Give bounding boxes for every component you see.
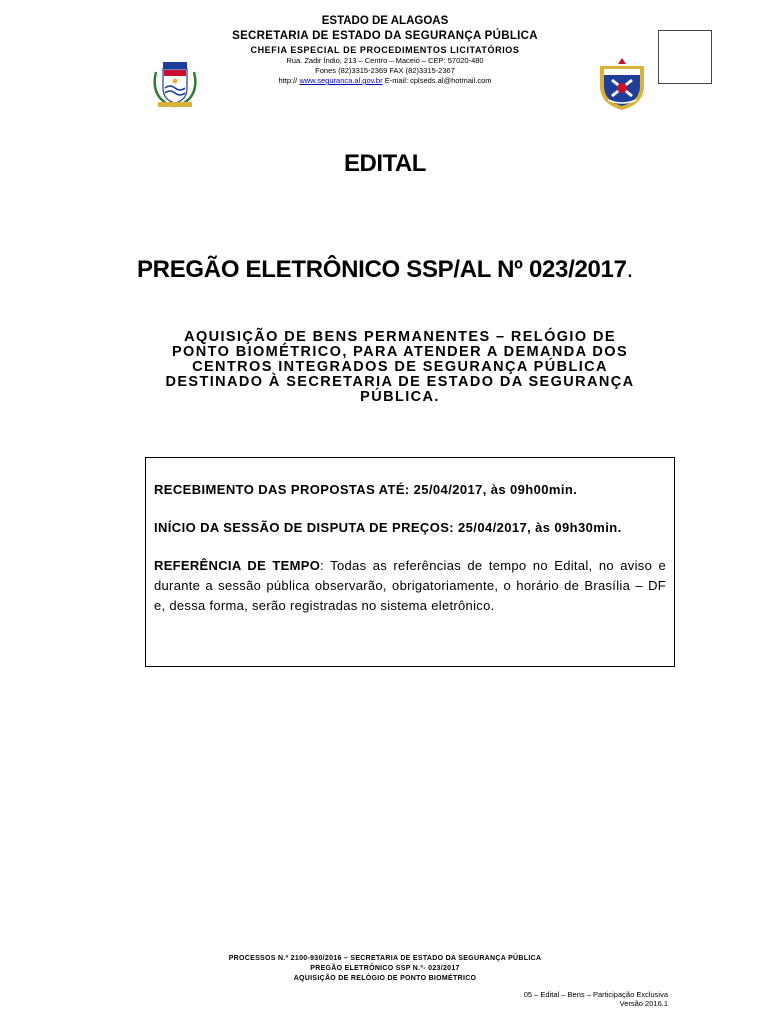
- pregao-title-text: PREGÃO ELETRÔNICO SSP/AL Nº 023/2017: [136, 256, 627, 283]
- web-prefix: http://: [278, 76, 298, 85]
- footer-process: PROCESSOS N.º 2100-930/2016 – SECRETARIA DE ESTADO DA SEGURANÇA PÚBLICA: [228, 955, 542, 962]
- version-number: Versão 2016.1: [619, 999, 668, 1008]
- pregao-title-suffix: .: [626, 256, 634, 283]
- time-reference: [154, 556, 666, 616]
- object-line: PONTO BIOMÉTRICO, PARA ATENDER A DEMANDA DOS: [171, 344, 629, 360]
- version-line: 05 – Edital – Bens – Participação Exclusiva: [523, 990, 668, 999]
- proposal-deadline: RECEBIMENTO DAS PROPOSTAS ATÉ: 25/04/2017, às 09h00min.: [154, 482, 578, 497]
- police-coat-of-arms-icon: [596, 56, 648, 112]
- header-phones: Fones (82)3315-2369 FAX (82)3315-2367: [315, 66, 455, 75]
- footer-pregao: PREGÃO ELETRÔNICO SSP N.º- 023/2017: [310, 965, 460, 972]
- object-line: DESTINADO À SECRETARIA DE ESTADO DA SEGURANÇA: [165, 374, 635, 390]
- object-description: [130, 330, 670, 405]
- website-link[interactable]: www.seguranca.al.gov.br: [299, 76, 383, 85]
- footer-subject: AQUISIÇÃO DE RELÓGIO DE PONTO BIOMÉTRICO: [293, 975, 477, 982]
- document-header: [0, 14, 770, 86]
- header-state: ESTADO DE ALAGOAS: [321, 15, 449, 27]
- header-chefia: CHEFIA ESPECIAL DE PROCEDIMENTOS LICITATÓRIOS: [250, 45, 520, 55]
- document-title: EDITAL: [344, 150, 426, 177]
- header-secretaria: SECRETARIA DE ESTADO DA SEGURANÇA PÚBLICA: [232, 30, 538, 42]
- document-footer: [0, 954, 770, 984]
- object-line: AQUISIÇÃO DE BENS PERMANENTES – RELÓGIO DE: [184, 329, 616, 345]
- pregao-title: [0, 256, 770, 284]
- header-address: Rua. Zadir Índio, 213 – Centro – Maceió – CEP: 57020-480: [286, 56, 484, 65]
- state-coat-of-arms-icon: [150, 58, 200, 108]
- schedule-info-box: [145, 457, 675, 667]
- time-reference-text: : Todas as referências de tempo no Edital, no aviso e durante a sessão pública observarão, obrigatoriamente, o horário de Brasília – DF e, dessa forma, serão registradas no sistema eletrônico.: [154, 558, 667, 613]
- time-reference-label: REFERÊNCIA DE TEMPO: [154, 558, 321, 573]
- header-contact: [0, 76, 770, 86]
- version-info: [524, 990, 668, 1008]
- object-line: PÚBLICA.: [360, 389, 440, 405]
- protocol-stamp-box: [658, 30, 712, 84]
- header-email: E-mail: cplseds.al@hotmail.com: [384, 76, 492, 85]
- object-line: CENTROS INTEGRADOS DE SEGURANÇA PÚBLICA: [192, 359, 608, 375]
- session-start: INÍCIO DA SESSÃO DE DISPUTA DE PREÇOS: 25/04/2017, às 09h30min.: [154, 520, 622, 535]
